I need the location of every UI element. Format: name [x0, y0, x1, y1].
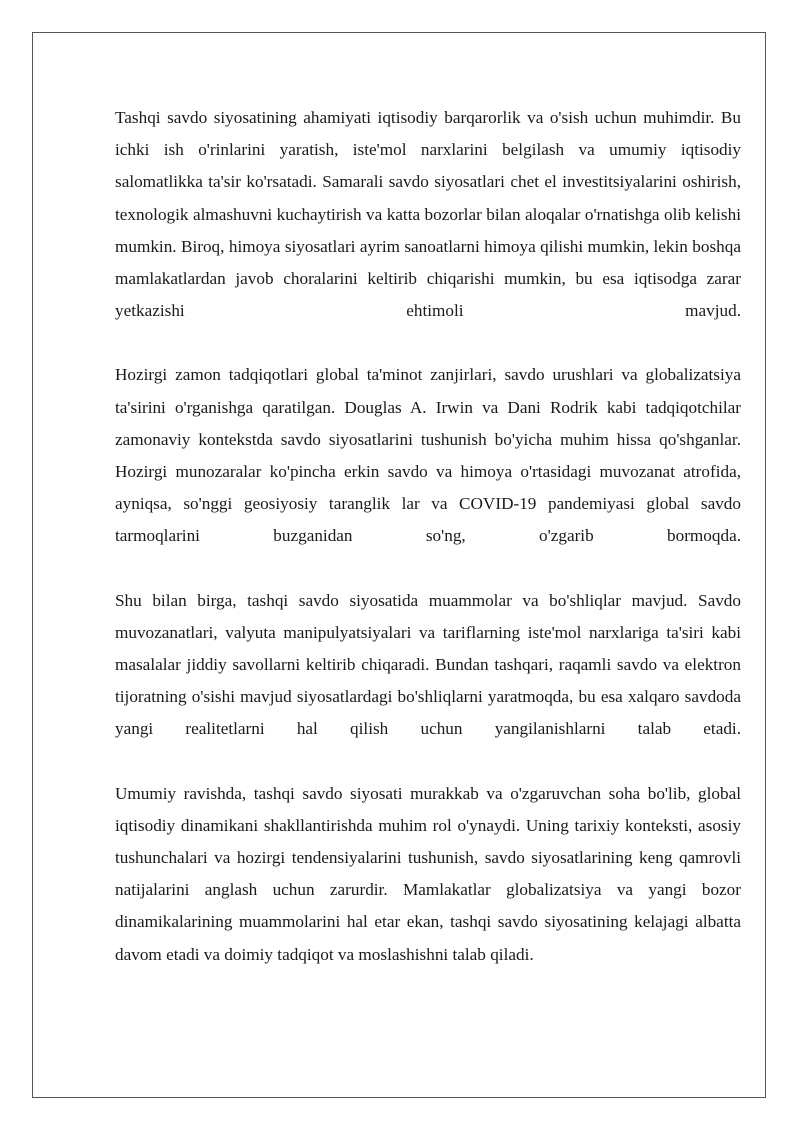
paragraph-1: Tashqi savdo siyosatining ahamiyati iqtisodiy barqarorlik va o'sish uchun muhimdir. Bu ichki ish o'rinlarini yaratish, iste'mol narxlarini belgilash va umumiy iqtisodiy salomatlikka ta'sir ko'rsatadi. Samarali savdo siyosatlari chet el investitsiyalarini oshirish, texnologik almashuvni kuchaytirish va katta bozorlar bilan aloqalar o'rnatishga olib kelishi mumkin. Biroq, himoya siyosatlari ayrim sanoatlarni himoya qilishi mumkin, lekin boshqa mamlakatlardan javob choralarini keltirib chiqarishi mumkin, bu esa iqtisodga zarar yetkazishi ehtimoli mavjud.	[115, 108, 741, 321]
document-body	[115, 102, 741, 1003]
paragraph-2: Hozirgi zamon tadqiqotlari global ta'minot zanjirlari, savdo urushlari va globalizatsiya ta'sirini o'rganishga qaratilgan. Douglas A. Irwin va Dani Rodrik kabi tadqiqotchilar zamonaviy kontekstda savdo siyosatlarini tushunish bo'yicha muhim hissa qo'shganlar. Hozirgi munozaralar ko'pincha erkin savdo va himoya o'rtasidagi muvozanat atrofida, ayniqsa, so'nggi geosiyosiy taranglik lar va COVID-19 pandemiyasi global savdo tarmoqlarini buzganidan so'ng, o'zgarib bormoqda.	[115, 365, 741, 546]
paragraph-4: Umumiy ravishda, tashqi savdo siyosati murakkab va o'zgaruvchan soha bo'lib, global iqtisodiy dinamikani shakllantirishda muhim rol o'ynaydi. Uning tarixiy konteksti, asosiy tushunchalari va hozirgi tendensiyalarini tushunish, savdo siyosatlarining keng qamrovli natijalarini anglash uchun zarurdir. Mamlakatlar globalizatsiya va yangi bozor dinamikalarining muammolarini hal etar ekan, tashqi savdo siyosatining kelajagi albatta davom etadi va doimiy tadqiqot va moslashishni talab qiladi.	[115, 783, 741, 964]
paragraph-3: Shu bilan birga, tashqi savdo siyosatida muammolar va bo'shliqlar mavjud. Savdo muvozanatlari, valyuta manipulyatsiyalari va tariflarning iste'mol narxlariga ta'siri kabi masalalar jiddiy savollarni keltirib chiqaradi. Bundan tashqari, raqamli savdo va elektron tijoratning o'sishi mavjud siyosatlardagi bo'shliqlarni yaratmoqda, bu esa xalqaro savdoda yangi realitetlarni hal qilish uchun yangilanishlarni talab etadi.	[115, 590, 741, 739]
